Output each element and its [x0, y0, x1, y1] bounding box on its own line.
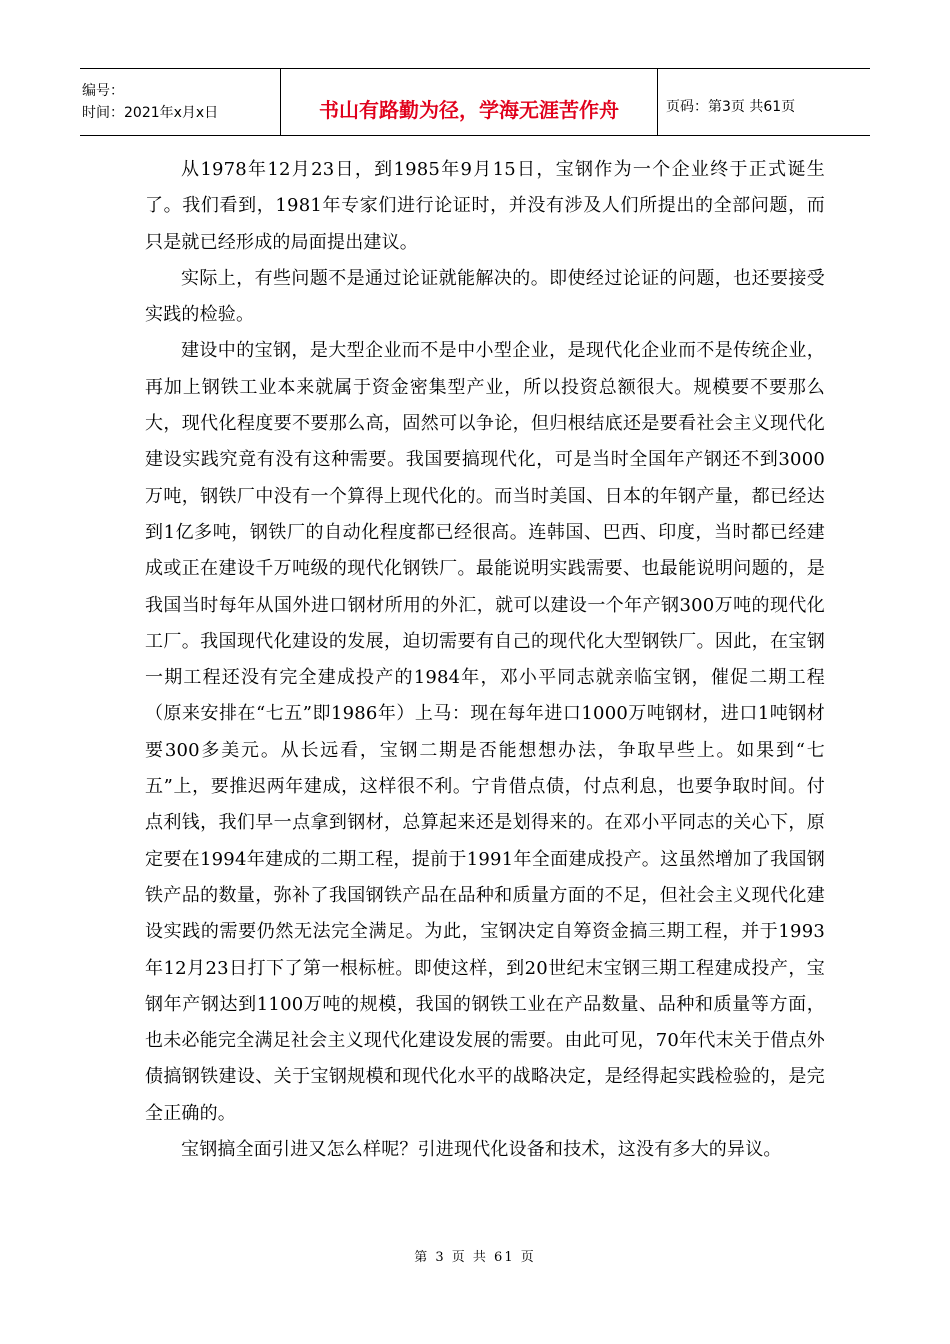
paragraph-3: 建设中的宝钢，是大型企业而不是中小型企业，是现代化企业而不是传统企业，再加上钢铁工业本来就属于资金密集型产业，所以投资总额很大。规模要不要那么大，现代化程度要不要那么高，固然可以争论，但归根结底还是要看社会主义现代化建设实践究竟有没有这种需要。我国要搞现代化，可是当时全国年产钢还不到3000万吨，钢铁厂中没有一个算得上现代化的。而当时美国、日本的年钢产量，都已经达到1亿多吨，钢铁厂的自动化程度都已经很高。连韩国、巴西、印度，当时都已经建成或正在建设千万吨级的现代化钢铁厂。最能说明实践需要、也最能说明问题的，是我国当时每年从国外进口钢材所用的外汇，就可以建设一个年产钢300万吨的现代化工厂。我国现代化建设的发展，迫切需要有自己的现代化大型钢铁厂。因此，在宝钢一期工程还没有完全建成投产的1984年，邓小平同志就亲临宝钢，催促二期工程（原来安排在“七五”即1986年）上马：现在每年进口1000万吨钢材，进口1吨钢材要300多美元。从长远看，宝钢二期是否能想想办法，争取早些上。如果到“七五”上，要推迟两年建成，这样很不利。宁肯借点债，付点利息，也要争取时间。付点利钱，我们早一点拿到钢材，总算起来还是划得来的。在邓小平同志的关心下，原定要在1994年建成的二期工程，提前于1991年全面建成投产。这虽然增加了我国钢铁产品的数量，弥补了我国钢铁产品在品种和质量方面的不足，但社会主义现代化建设实践的需要仍然无法完全满足。为此，宝钢决定自筹资金搞三期工程，并于1993年12月23日打下了第一根标桩。即使这样，到20世纪末宝钢三期工程建成投产，宝钢年产钢达到1100万吨的规模，我国的钢铁工业在产品数量、品种和质量等方面，也未必能完全满足社会主义现代化建设发展的需要。由此可见，70年代末关于借点外债搞钢铁建设、关于宝钢规模和现代化水平的战略决定，是经得起实践检验的，是完全正确的。	[145, 340, 825, 1124]
header-number-label: 编号：	[82, 83, 124, 99]
paragraph-1: 从1978年12月23日，到1985年9月15日，宝钢作为一个企业终于正式诞生了。我们看到，1981年专家们进行论证时，并没有涉及人们所提出的全部问题，而只是就已经形成的局面提出建议。	[145, 159, 825, 253]
paragraph-2: 实际上，有些问题不是通过论证就能解决的。即使经过论证的问题，也还要接受实践的检验。	[145, 267, 825, 326]
header-page-cell	[658, 69, 871, 136]
document-body	[145, 152, 825, 1168]
page-footer: 第 3 页 共 61 页	[414, 1250, 536, 1265]
header-motto-cell	[281, 69, 658, 136]
header-motto: 书山有路勤为径，学海无涯苦作舟	[319, 97, 619, 122]
header-table	[80, 68, 870, 136]
header-time-label: 时间：2021年x月x日	[82, 105, 219, 121]
paragraph-4: 宝钢搞全面引进又怎么样呢？引进现代化设备和技术，这没有多大的异议。	[181, 1139, 782, 1161]
header-meta-cell	[80, 69, 281, 136]
header-page-info: 页码：第3页 共61页	[666, 99, 796, 115]
